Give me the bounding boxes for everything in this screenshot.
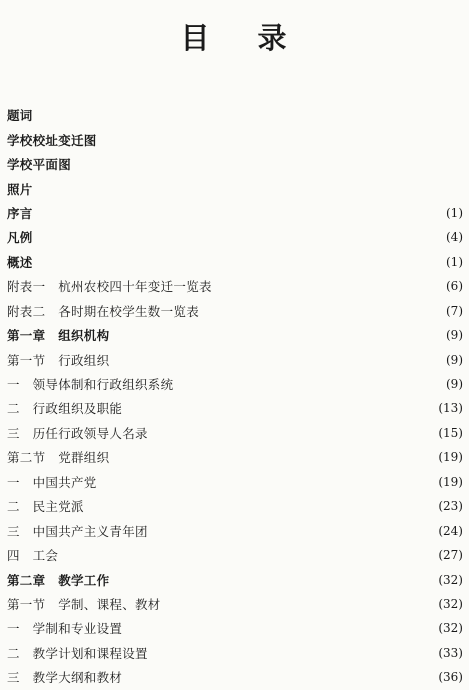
toc-entry-page-number: (9)	[446, 328, 463, 343]
toc-entry-page-number: (32)	[438, 621, 463, 636]
toc-entry-page-number: (33)	[438, 645, 463, 660]
toc-entry-page-number: (4)	[446, 230, 463, 245]
toc-entry-title: 二 教学计划和课程设置	[7, 645, 148, 661]
toc-entry	[7, 152, 463, 176]
dot-leader	[111, 450, 436, 464]
toc-entry	[7, 470, 463, 494]
toc-entry-title: 第一节 学制、课程、教材	[7, 596, 161, 612]
toc-entry	[7, 665, 463, 689]
toc-entry	[7, 543, 463, 567]
toc-entry-page-number: (6)	[446, 279, 463, 294]
table-of-contents	[7, 103, 463, 690]
toc-entry-page-number: (23)	[438, 499, 463, 514]
toc-entry-title: 第二章 教学工作	[7, 572, 110, 588]
toc-entry	[7, 518, 463, 542]
dot-leader	[86, 499, 437, 513]
toc-entry-title: 第二节 党群组织	[7, 450, 110, 466]
toc-entry-title: 三 教学大纲和教材	[7, 670, 123, 686]
toc-entry-title: 第一章 组织机构	[7, 328, 110, 344]
dot-leader	[60, 548, 436, 562]
dot-leader	[150, 524, 437, 538]
toc-entry-title: 第一节 行政组织	[7, 352, 110, 368]
toc-entry-title: 题词	[7, 108, 33, 124]
dot-leader	[175, 377, 444, 391]
toc-entry	[7, 494, 463, 518]
toc-entry	[7, 299, 463, 323]
dot-leader	[214, 279, 444, 293]
dot-leader	[124, 670, 436, 684]
toc-entry	[7, 274, 463, 298]
toc-entry-page-number: (9)	[446, 352, 463, 367]
toc-entry-title: 凡例	[7, 230, 33, 246]
dot-leader	[124, 401, 436, 415]
dot-leader	[201, 304, 444, 318]
toc-entry-page-number: (1)	[446, 254, 463, 269]
toc-entry	[7, 225, 463, 249]
toc-entry-page-number: (15)	[438, 425, 463, 440]
toc-entry-title: 三 中国共产主义青年团	[7, 523, 148, 539]
toc-entry	[7, 127, 463, 151]
toc-entry-page-number: (19)	[438, 474, 463, 489]
toc-entry	[7, 201, 463, 225]
toc-entry	[7, 250, 463, 274]
toc-entry-page-number: (27)	[438, 548, 463, 563]
title-char-1: 目	[180, 21, 212, 55]
toc-entry-page-number: (9)	[446, 377, 463, 392]
dot-leader	[35, 255, 444, 269]
toc-entry-page-number: (36)	[438, 670, 463, 685]
toc-entry-title: 三 历任行政领导人名录	[7, 425, 148, 441]
toc-entry-page-number: (1)	[446, 205, 463, 220]
toc-entry-title: 一 中国共产党	[7, 474, 97, 490]
toc-entry-title: 二 行政组织及职能	[7, 401, 123, 417]
dot-leader	[35, 206, 444, 220]
toc-entry	[7, 323, 463, 347]
toc-entry-page-number: (32)	[438, 596, 463, 611]
toc-entry	[7, 567, 463, 591]
toc-entry-page-number: (32)	[438, 572, 463, 587]
toc-entry	[7, 445, 463, 469]
toc-entry-title: 四 工会	[7, 548, 59, 564]
dot-leader	[111, 573, 436, 587]
toc-entry	[7, 616, 463, 640]
dot-leader	[124, 621, 436, 635]
dot-leader	[35, 230, 444, 244]
toc-entry	[7, 103, 463, 127]
toc-entry-title: 附表一 杭州农校四十年变迁一览表	[7, 279, 212, 295]
toc-entry-title: 概述	[7, 254, 33, 270]
dot-leader	[111, 353, 444, 367]
toc-entry-title: 二 民主党派	[7, 499, 84, 515]
dot-leader	[99, 475, 437, 489]
toc-entry	[7, 396, 463, 420]
dot-leader	[111, 328, 444, 342]
toc-entry-page-number: (19)	[438, 450, 463, 465]
toc-entry-title: 照片	[7, 181, 33, 197]
toc-entry	[7, 176, 463, 200]
toc-entry-title: 学校平面图	[7, 157, 72, 173]
title-char-2: 录	[257, 21, 289, 55]
toc-entry	[7, 421, 463, 445]
toc-entry-title: 学校校址变迁图	[7, 132, 97, 148]
dot-leader	[163, 597, 437, 611]
toc-entry-page-number: (13)	[438, 401, 463, 416]
toc-entry-title: 序言	[7, 205, 33, 221]
toc-entry	[7, 641, 463, 665]
toc-entry-page-number: (24)	[438, 523, 463, 538]
dot-leader	[150, 646, 437, 660]
toc-entry	[7, 372, 463, 396]
toc-entry-title: 一 学制和专业设置	[7, 621, 123, 637]
toc-entry-page-number: (7)	[446, 303, 463, 318]
toc-entry	[7, 592, 463, 616]
toc-entry	[7, 347, 463, 371]
dot-leader	[150, 426, 437, 440]
toc-entry-title: 附表二 各时期在校学生数一览表	[7, 303, 200, 319]
page-title	[0, 16, 469, 57]
toc-entry-title: 一 领导体制和行政组织系统	[7, 377, 174, 393]
